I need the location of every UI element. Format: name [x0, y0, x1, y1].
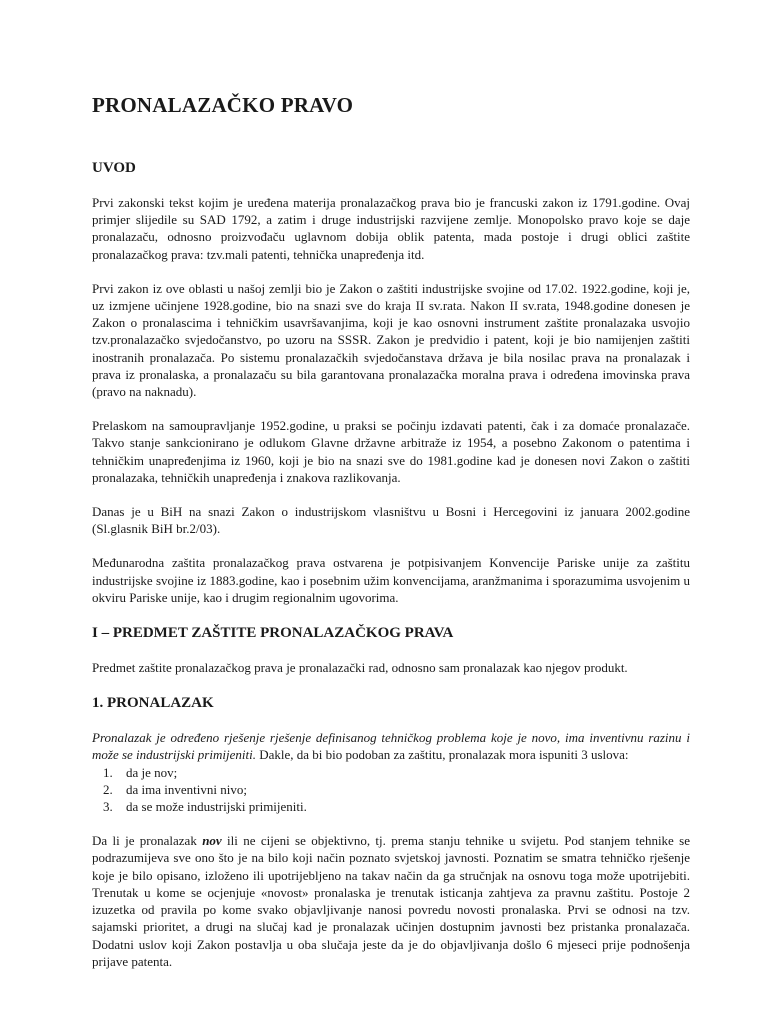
list-item: 2. da ima inventivni nivo;	[116, 781, 690, 798]
pronalazak-definition	[92, 729, 690, 763]
uvod-paragraph-5: Međunarodna zaštita pronalazačkog prava ostvarena je potpisivanjem Konvencije Pariske unije za zaštitu industrijske svojine iz 1883.godine, kao i posebnim užim konvencijama, aranžmanima i sporazumima usvojenim u okviru Pariske unije, kao i drugim regionalnim ugovorima.	[92, 555, 690, 605]
novelty-emphasis: nov	[202, 833, 222, 849]
novelty-before: Da li je pronalazak	[92, 833, 203, 849]
uvod-paragraph-1: Prvi zakonski tekst kojim je uređena materija pronalazačkog prava bio je francuski zakon iz 1791.godine. Ovaj primjer slijedile su SAD 1792, a zatim i druge industrijski razvijene zemlje. Monopolsko pravo koje se daje pronalazaču, odnosno proizvođaču uglavnom dobija oblik patenta, mada postoje i drugi oblici zaštite pronalazačkog prava: tzv.mali patenti, tehnička unapređenja itd.	[92, 195, 690, 262]
list-item: 3. da se može industrijski primijeniti.	[116, 798, 690, 815]
section-heading-uvod: UVOD	[92, 160, 136, 176]
definition-italic: Pronalazak je određeno rješenje rješenje definisanog tehničkog problema koje je novo, ima inventivnu razinu i može se industrijski primijeniti.	[92, 730, 690, 763]
definition-rest: Dakle, da bi bio podoban za zaštitu, pronalazak mora ispuniti 3 uslova:	[255, 747, 629, 763]
uvod-paragraph-2: Prvi zakon iz ove oblasti u našoj zemlji bio je Zakon o zaštiti industrijske svojine od 17.02. 1922.godine, koji je, uz izmjene učinjene 1928.godine, bio na snazi sve do kraja II sv.rata. Nakon II sv.rata, 1948.godine donesen je Zakon o pronalascima i tehničkim usavršavanjima, koji je kao osnovni instrument zaštite pronalazaka usvojio tzv.pronalazačko svjedočanstvo, po uzoru na SSSR. Zakon je predvidio i patent, koji je bio namijenjen zaštiti inostranih pronalazača. Po sistemu pronalazačkih svjedočanstava država je bila nosilac prava na pronalazak i prava iz pronalaska, a pronalazaču su bila garantovana pronalazačka moralna prava i određena imovinska prava (pravo na naknadu).	[92, 280, 690, 400]
section-heading-predmet: I – PREDMET ZAŠTITE PRONALAZAČKOG PRAVA	[92, 625, 454, 642]
list-item: 1. da je nov;	[116, 764, 690, 781]
document-title: PRONALAZAČKO PRAVO	[92, 93, 354, 117]
conditions-list	[92, 764, 690, 816]
novelty-after: ili ne cijeni se objektivno, tj. prema stanju tehnike u svijetu. Pod stanjem tehnike se podrazumijeva sve ono što je na bilo koji način poznato svjetskoj javnosti. Poznatim se smatra tehničko rješenje koje je bilo opisano, izloženo ili upotrijebljeno na takav način da ga stručnjak na osnovu toga može upotrijebiti. Trenutak u kome se ocjenjuje «novost» pronalaska je trenutak isticanja zahtjeva za pravnu zaštitu. Postoje 2 izuzetka od pravila po kome svako objavljivanje nanosi povredu novosti pronalaska. Prvi se odnosi na tzv. sajamski prioritet, a drugi na slučaj kad je pronalazak učinjen dostupnim javnosti bez pristanka pronalazača. Dodatni uslov koji Zakon postavlja u oba slučaja jeste da je do objavljivanja došlo 6 mjeseci prije podnošenja prijave patenta.	[92, 833, 691, 969]
section-heading-pronalazak: 1. PRONALAZAK	[92, 695, 214, 712]
uvod-paragraph-4: Danas je u BiH na snazi Zakon o industrijskom vlasništvu u Bosni i Hercegovini iz januara 2002.godine (Sl.glasnik BiH br.2/03).	[92, 504, 690, 537]
novelty-paragraph	[92, 832, 690, 970]
uvod-paragraph-3: Prelaskom na samoupravljanje 1952.godine, u praksi se počinju izdavati patenti, čak i za domaće pronalazače. Takvo stanje sankcionirano je odlukom Glavne državne arbitraže iz 1954, a posebno Zakonom o patentima i tehničkim unapređenjima iz 1960, koji je bio na snazi sve do 1981.godine kad je donesen novi Zakon o zaštiti pronalazaka, tehničkih unapređenja i znakova razlikovanja.	[92, 418, 690, 485]
predmet-paragraph: Predmet zaštite pronalazačkog prava je pronalazački rad, odnosno sam pronalazak kao njegov produkt.	[92, 660, 628, 676]
